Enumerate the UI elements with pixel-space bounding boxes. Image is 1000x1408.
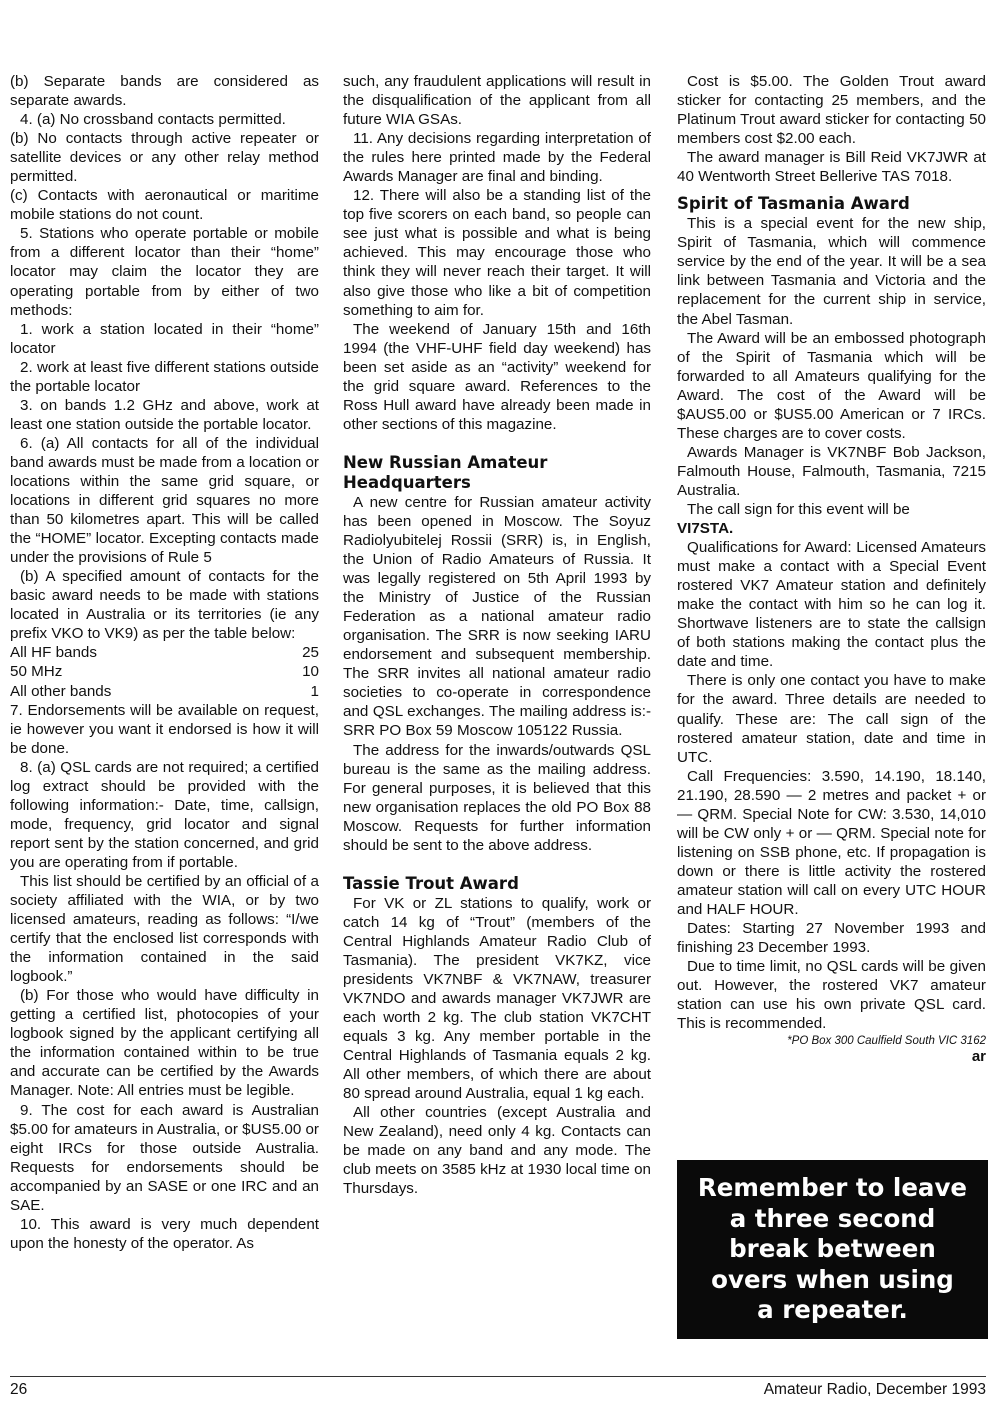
table-cell-value: 25 [302,644,319,662]
paragraph: 10. This award is very much dependent upon the honesty of the operator. As [10,1215,319,1252]
table-cell-label: All other bands [10,682,112,700]
paragraph: The weekend of January 15th and 16th 1994 (the VHF-UHF field day weekend) has been set aside as an “activity” weekend for the grid square award. References to the Ross Hull award have already been made in other sections of this magazine. [343,320,651,433]
section-spacer [343,855,651,874]
paragraph: 6. (a) All contacts for all of the individual band awards must be made from a location or locations within the same grid square, or locations in different grid squares no more than 50 kilometres apart. This will be called the “HOME” locator. Excepting contacts made under the provisions of Rule 5 [10,434,319,567]
column-3 [677,72,986,1065]
paragraph: This list should be certified by an official of a society affiliated with the WIA, or by two licensed amateurs, reading as follows: “I/we certify that the enclosed list corresponds with the information contained in the said logbook.” [10,872,319,986]
paragraph: 9. The cost for each award is Australian $5.00 for amateurs in Australia, or $US5.00 or eight IRCs for those outside Australia. Requests for endorsements should be accompanied by an SASE or one IRC and an SAE. [10,1101,319,1214]
section-heading-spirit: Spirit of Tasmania Award [677,194,910,214]
table-cell-label: All HF bands [10,644,97,662]
section-heading-trout: Tassie Trout Award [343,873,519,893]
paragraph: This is a special event for the new ship, Spirit of Tasmania, which will commence service by the end of the year. It will be a sea link between Tasmania and Victoria and the replacement for the current ship in service, the Abel Tasman. [677,215,986,328]
paragraph: Due to time limit, no QSL cards will be given out. However, the rostered VK7 amateur station can use his own private QSL card. This is recommended. [677,958,986,1033]
paragraph: 1. work a station located in their “home” locator [10,320,319,357]
table-cell-value: 1 [310,682,319,700]
paragraph: 12. There will also be a standing list of the top five scorers on each band, so people can see just what is possible and what is being achieved. This may encourage those who think they will never reach their target. It will also give those who like a bit of competition something to aim for. [343,187,651,319]
paragraph: such, any fraudulent applications will result in the disqualification of the applicant from all future WIA GSAs. [343,73,651,129]
paragraph: (b) A specified amount of contacts for the basic award needs to be made with stations located in Australia or its territories (ie any prefix VKO to VK9) as per the table below: [10,568,319,643]
column-1 [10,72,319,1253]
paragraph [677,500,986,538]
page-number: 26 [10,1381,28,1398]
table-cell-label: 50 MHz [10,663,63,681]
paragraph: Call Frequencies: 3.590, 14.190, 18.140, 21.190, 28.590 — 2 metres and packet + or — QRM. Special Note for CW: 3.530, 14,010 will be CW only + or — QRM. Special note for listening on SSB phone, etc. If propagation is down or there is little activity the rostered amateur station will call on every UTC HOUR and HALF HOUR. [677,767,986,918]
section-spacer [343,434,651,453]
table-row [10,662,319,681]
paragraph: 4. (a) No crossband contacts permitted. [20,111,286,129]
table-cell-value: 10 [302,663,319,681]
paragraph: Dates: Starting 27 November 1993 and finishing 23 December 1993. [677,920,986,957]
notice-line: a repeater. [757,1295,908,1325]
notice-line: overs when using [711,1264,954,1294]
paragraph: Qualifications for Award: Licensed Amateurs must make a contact with a Special Event rostered VK7 Amateur station and definitely make the contact with him so he can log it. Shortwave listeners are to state the callsign of both stations making the contact plus the date and time. [677,539,986,671]
contacts-table [10,643,319,700]
column-2 [343,72,651,1199]
paragraph: 7. Endorsements will be available on request, ie however you want it endorsed is how it will be done. [10,701,319,757]
paragraph: Cost is $5.00. The Golden Trout award sticker for contacting 25 members, and the Platinum Trout award sticker for contacting 50 members cost $2.00 each. [677,73,986,148]
table-row [10,682,319,701]
paragraph: For VK or ZL stations to qualify, work or catch 14 kg of “Trout” (members of the Central Highlands Amateur Radio Club of Tasmania). The president VK7KZ, vice presidents VK7NBF & VK7NAW, treasurer VK7NDO and awards manager VK7JWR are each worth 2 kg. The club station VK7CHT equals 3 kg. Any member portable in the Central Highlands of Tasmania equals 2 kg. All other members, of which there are about 80 spread around Australia, equal 1 kg each. [343,894,651,1103]
paragraph: 3. on bands 1.2 GHz and above, work at least one station outside the portable locator. [10,396,319,433]
paragraph: (b) Separate bands are considered as separate awards. [10,73,319,110]
paragraph: 8. (a) QSL cards are not required; a certified log extract should be provided with the following information:- Date, time, callsign, mode, frequency, grid locator and signal report sent by the station concerned, and grid you are operating from if portable. [10,758,319,871]
paragraph: Awards Manager is VK7NBF Bob Jackson, Falmouth House, Falmouth, Tasmania, 7215 Australia. [677,443,986,499]
end-mark: ar [971,1048,986,1066]
paragraph: 2. work at least five different stations outside the portable locator [10,358,319,395]
notice-text [698,1173,967,1326]
notice-line: break between [729,1234,936,1264]
table-row [10,643,319,662]
section-heading-russian: New Russian Amateur Headquarters [343,452,548,492]
paragraph: The Award will be an embossed photograph of the Spirit of Tasmania which will be forwarded to all Amateurs qualifying for the Award. The cost of the Award will be $AUS5.00 or $US5.00 American or 7 IRCs. These charges are to cover costs. [677,329,986,442]
author-address: *PO Box 300 Caulfield South VIC 3162 [787,1035,986,1048]
repeater-notice-box [677,1160,988,1339]
paragraph: 11. Any decisions regarding interpretation of the rules here printed made by the Federal Awards Manager are final and binding. [343,130,651,186]
footer-divider [10,1376,986,1377]
paragraph-text: The call sign for this event will be [687,500,910,518]
notice-line: Remember to leave [697,1173,968,1203]
paragraph: (b) No contacts through active repeater or satellite devices or any other relay method permitted. [10,130,319,186]
paragraph: All other countries (except Australia and New Zealand), need only 4 kg. Contacts can be made on any band and any mode. The club meets on 3585 kHz at 1930 local time on Thursdays. [343,1104,651,1198]
publication-footer: Amateur Radio, December 1993 [763,1381,986,1398]
paragraph: There is only one contact you have to make for the award. Three details are needed to qualify. These are: The call sign of the rostered amateur station, date and time in UTC. [677,672,986,766]
notice-line: a three second [729,1203,936,1233]
paragraph: The award manager is Bill Reid VK7JWR at 40 Wentworth Street Bellerive TAS 7018. [677,149,986,186]
paragraph: (c) Contacts with aeronautical or maritime mobile stations do not count. [10,187,319,224]
paragraph: A new centre for Russian amateur activity has been opened in Moscow. The Soyuz Radiolyubitelej Rossii (SRR) is, in English, the Union of Radio Amateurs of Russia. It was legally registered on 5th April 1993 by the Ministry of Justice of the Russian Federation as a national amateur radio organisation. The SRR is now seeking IARU endorsement and subsequent membership. The SRR invites all national amateur radio societies to co-operate in correspondence and QSL exchanges. The mailing address is:- SRR PO Box 59 Moscow 105122 Russia. [343,493,651,740]
event-callsign: VI7STA. [677,520,734,538]
paragraph: 5. Stations who operate portable or mobile from a different locator than their “home” locator may claim the locator they are operating portable from by either of two methods: [10,225,319,319]
paragraph: The address for the inwards/outwards QSL bureau is the same as the mailing address. For general purposes, it is believed that this new organisation replaces the old PO Box 88 Moscow. Requests for further information should be sent to the above address. [343,741,651,854]
paragraph: (b) For those who would have difficulty in getting a certified list, photocopies of your logbook signed by the applicant certifying all the information contained within to be true and accurate can be certified by the Awards Manager. Note: All entries must be legible. [10,987,319,1100]
section-spacer [677,186,986,194]
